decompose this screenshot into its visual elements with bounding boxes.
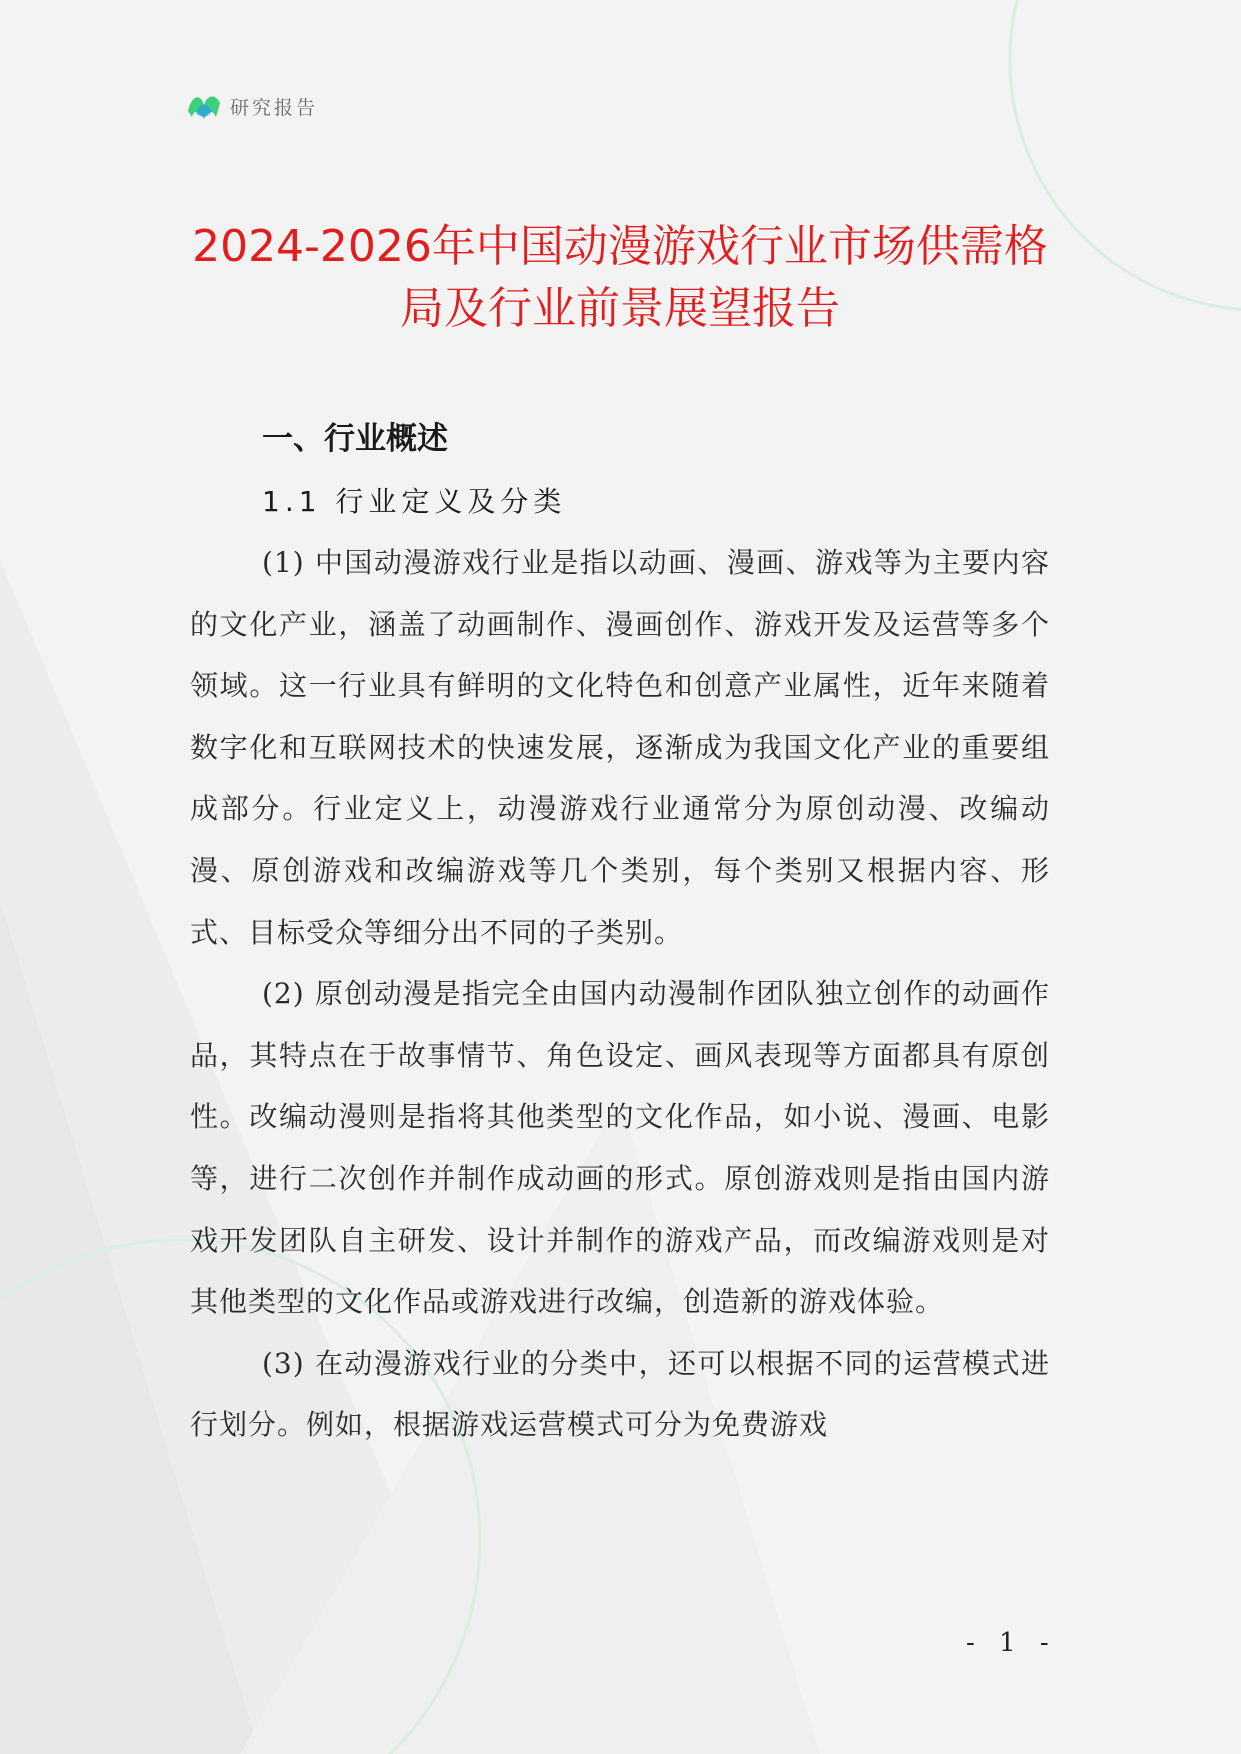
report-header — [186, 88, 318, 124]
paragraph-2: (2) 原创动漫是指完全由国内动漫制作团队独立创作的动画作品，其特点在于故事情节、角色设定、画风表现等方面都具有原创性。改编动漫则是指将其他类型的文化作品，如小说、漫画、电影等，进行二次创作并制作成动画的形式。原创游戏则是指由国内游戏开发团队自主研发、设计并制作的游戏产品，而改编游戏则是对其他类型的文化作品或游戏进行改编，创造新的游戏体验。 — [190, 977, 1050, 1319]
page-number: - 1 - — [966, 1628, 1057, 1658]
paragraph-3: (3) 在动漫游戏行业的分类中，还可以根据不同的运营模式进行划分。例如，根据游戏运营模式可分为免费游戏 — [190, 1346, 1050, 1442]
brand-logo-icon — [186, 89, 222, 123]
header-label: 研究报告 — [230, 96, 319, 119]
body-text — [190, 532, 1050, 1456]
subsection-heading: 1.1 行业定义及分类 — [262, 485, 567, 518]
paragraph-1: (1) 中国动漫游戏行业是指以动画、漫画、游戏等为主要内容的文化产业，涵盖了动画制作、漫画创作、游戏开发及运营等多个领域。这一行业具有鲜明的文化特色和创意产业属性，近年来随着数字化和互联网技术的快速发展，逐渐成为我国文化产业的重要组成部分。行业定义上，动漫游戏行业通常分为原创动漫、改编动漫、原创游戏和改编游戏等几个类别，每个类别又根据内容、形式、目标受众等细分出不同的子类别。 — [190, 546, 1050, 949]
title-line-1: 2024-2026年中国动漫游戏行业市场供需格 — [192, 221, 1048, 272]
section-heading: 一、行业概述 — [262, 421, 448, 457]
document-title — [150, 216, 1090, 340]
title-line-2: 局及行业前景展望报告 — [400, 283, 840, 334]
